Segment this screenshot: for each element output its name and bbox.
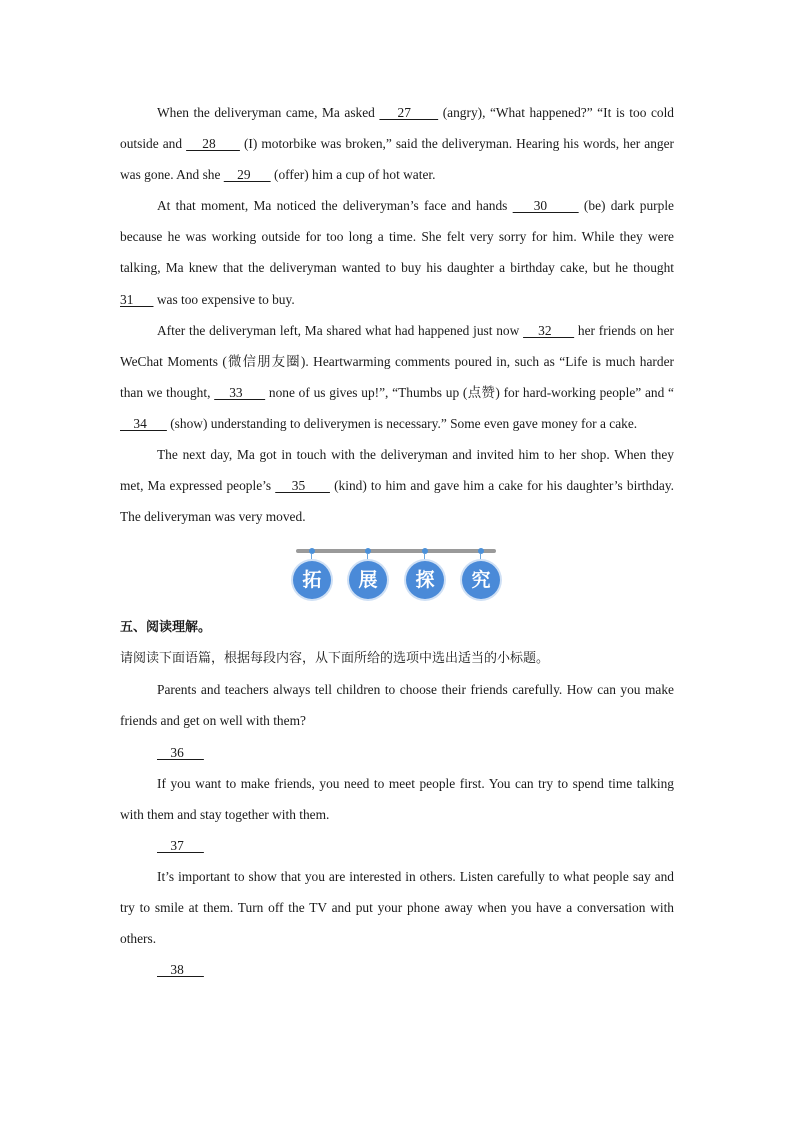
blank-38[interactable]: 38 [157, 962, 204, 978]
worksheet-page [120, 97, 674, 985]
heading-blank-37-line [120, 830, 674, 861]
text: (I) motorbike was broken,” said the deliveryman. Hearing his words, her anger was gone. And she [120, 136, 675, 183]
text: none of us gives up!”, “Thumbs up (点赞) for hard-working people” and “ [265, 384, 674, 400]
banner-dot [478, 548, 484, 554]
text: (show) understanding to deliverymen is necessary.” Some even gave money for a cake. [166, 415, 638, 431]
blank-31[interactable]: 31 [120, 291, 154, 307]
banner-char-4: 究 [462, 561, 500, 599]
blank-27[interactable]: 27 [379, 105, 439, 120]
blank-35[interactable]: 35 [275, 478, 330, 494]
banner-dot [365, 548, 371, 554]
reading-paragraph-36: If you want to make friends, you need to meet people first. You can try to spend time talking with them and stay together with them. [120, 775, 674, 822]
banner-char-3: 探 [406, 561, 444, 599]
blank-33[interactable]: 33 [214, 384, 266, 400]
text: (kind) to him and gave him a cake for his daughter’s birthday. The deliveryman was very moved. [120, 478, 675, 525]
text: (angry), “What happened?” “It is too cold outside and [120, 105, 675, 152]
blank-28[interactable]: 28 [186, 136, 240, 152]
blank-29[interactable]: 29 [223, 167, 271, 183]
banner-line [296, 549, 496, 553]
blank-30[interactable]: 30 [512, 198, 579, 214]
banner-char-1: 拓 [293, 561, 331, 599]
reading-intro: Parents and teachers always tell children to choose their friends carefully. How can you make friends and get on well with them? [120, 682, 674, 729]
section-instruction: 请阅读下面语篇，根据每段内容，从下面所给的选项中选出适当的小标题。 [120, 651, 550, 667]
section-title: 五、阅读理解。 [120, 620, 212, 636]
heading-blank-38-line [120, 954, 674, 985]
text: her friends on her WeChat Moments (微信朋友圈). Heartwarming comments poured in, such as “Life is much harder than we thought, [120, 322, 674, 400]
blank-34[interactable]: 34 [120, 415, 167, 431]
blank-32[interactable]: 32 [523, 322, 575, 338]
text: After the deliveryman left, Ma shared what had happened just now [157, 322, 524, 338]
text: (offer) him a cup of hot water. [270, 167, 436, 183]
story-paragraph-2 [120, 190, 674, 314]
banner-dot [422, 548, 428, 554]
text: When the deliveryman came, Ma asked [157, 105, 380, 120]
story-paragraph-3 [120, 315, 674, 439]
text: (be) dark purple because he was working outside for too long a time. She felt very sorry for him. While they were talking, Ma knew that the deliveryman wanted to buy his daughter a birthday cake, but he thought [120, 198, 674, 276]
banner-char-2: 展 [349, 561, 387, 599]
text: The next day, Ma got in touch with the deliveryman and invited him to her shop. When they met, Ma expressed people’s [120, 447, 674, 494]
story-paragraph-4 [120, 439, 674, 532]
heading-blank-36-line [120, 737, 674, 768]
blank-36[interactable]: 36 [157, 744, 204, 760]
extension-banner [120, 540, 674, 606]
reading-paragraph-37: It’s important to show that you are interested in others. Listen carefully to what people say and try to smile at them. Turn off the TV and put your phone away when you have a conversation with others. [120, 868, 674, 947]
blank-37[interactable]: 37 [157, 837, 204, 853]
text: At that moment, Ma noticed the deliveryman’s face and hands [157, 198, 513, 214]
story-paragraph-1 [120, 97, 674, 190]
text: was too expensive to buy. [153, 291, 295, 307]
banner-dot [309, 548, 315, 554]
